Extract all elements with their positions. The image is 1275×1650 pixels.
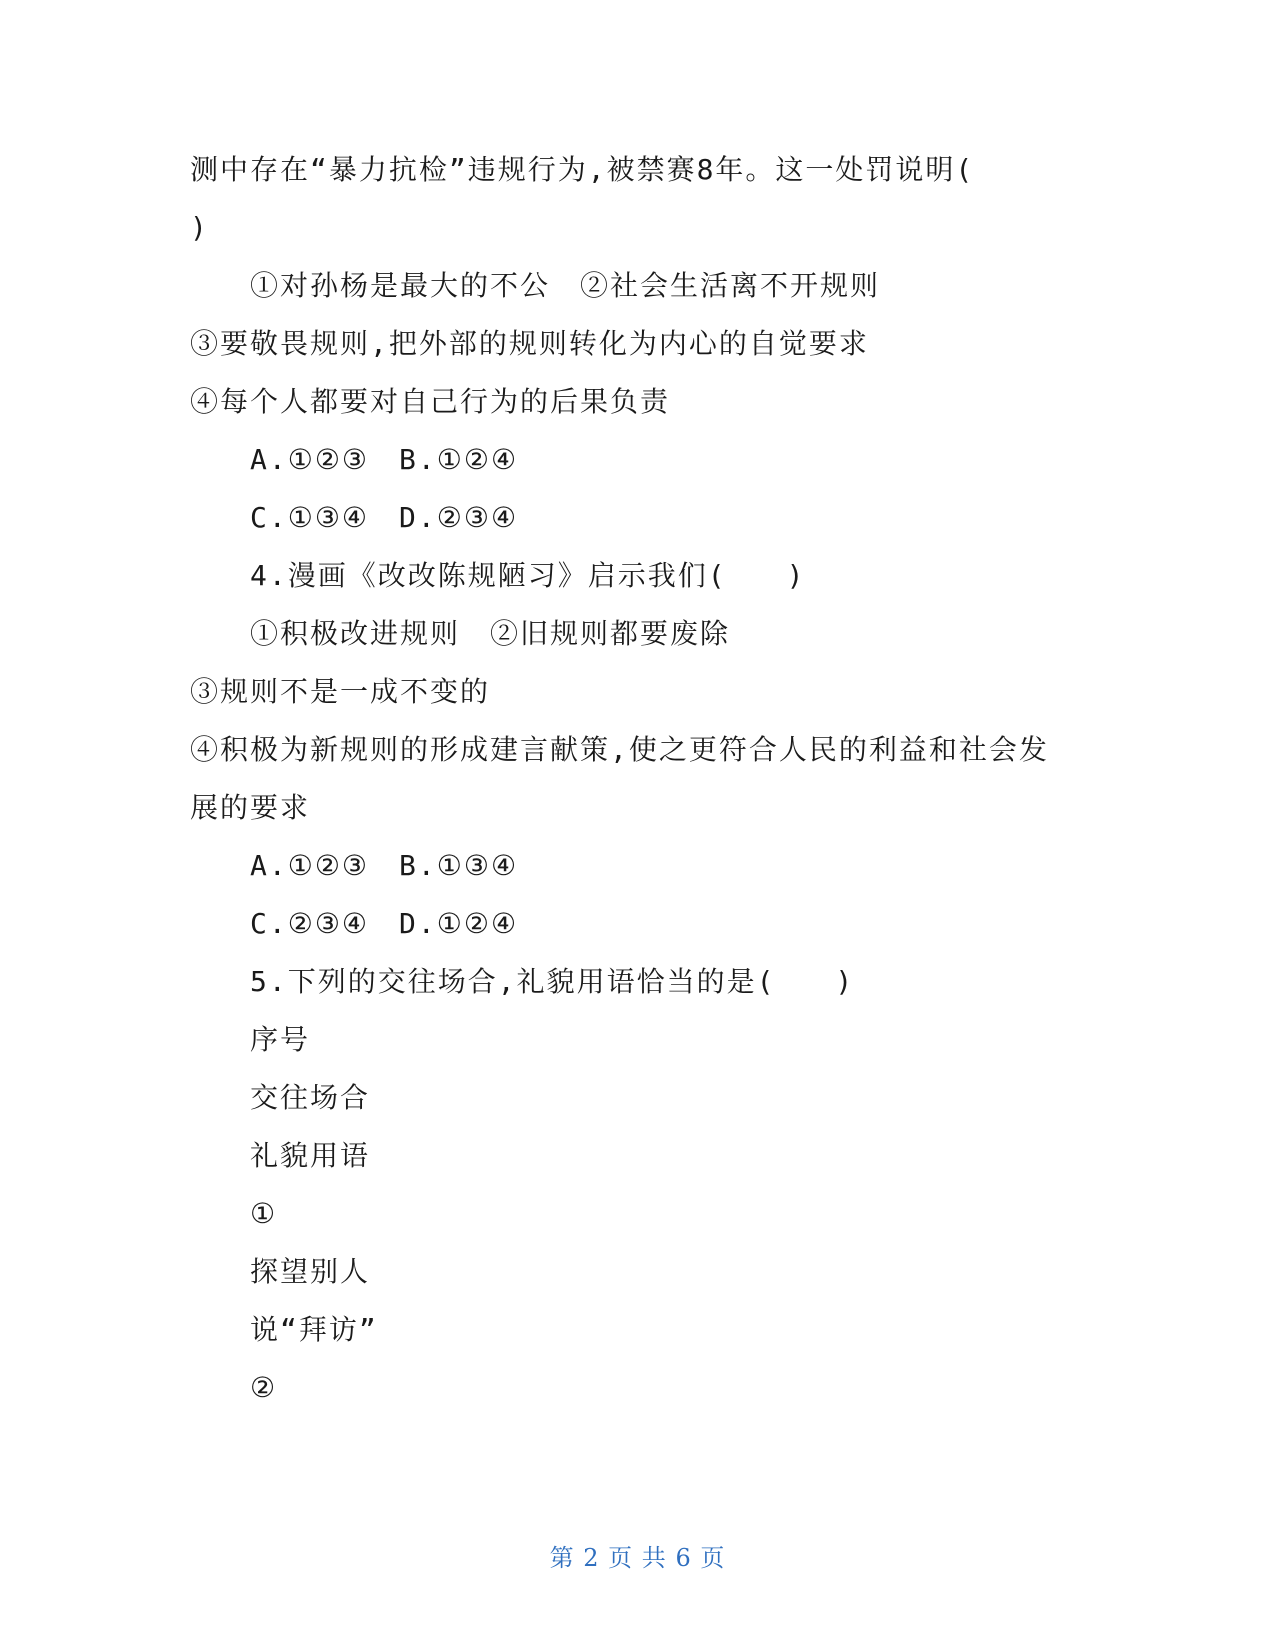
text-line: 展的要求 xyxy=(190,791,311,824)
text-line: ④每个人都要对自己行为的后果负责 xyxy=(190,385,671,418)
table-cell: 说“拜访” xyxy=(250,1313,378,1346)
text-line: ④积极为新规则的形成建言献策,使之更符合人民的利益和社会发 xyxy=(190,733,1049,766)
page-footer: 第 2 页 共 6 页 xyxy=(549,1544,726,1572)
option-line: C.②③④ D.①②④ xyxy=(250,907,519,940)
option-line: A.①②③ B.①②④ xyxy=(250,443,519,476)
table-cell: 交往场合 xyxy=(250,1081,371,1114)
text-line: 测中存在“暴力抗检”违规行为,被禁赛8年。这一处罚说明( xyxy=(190,153,975,186)
question-line: 4.漫画《改改陈规陋习》启示我们( ) xyxy=(250,559,806,592)
question-line: 5.下列的交往场合,礼貌用语恰当的是( ) xyxy=(250,965,855,998)
table-cell: 探望别人 xyxy=(250,1255,371,1288)
text-line: ) xyxy=(190,211,209,244)
text-line: ③规则不是一成不变的 xyxy=(190,675,491,708)
option-line: A.①②③ B.①③④ xyxy=(250,849,519,882)
table-cell: ② xyxy=(250,1371,278,1404)
text-line: ①积极改进规则 ②旧规则都要废除 xyxy=(250,617,731,650)
text-line: ①对孙杨是最大的不公 ②社会生活离不开规则 xyxy=(250,269,881,302)
table-cell: ① xyxy=(250,1197,278,1230)
table-cell: 序号 xyxy=(250,1023,311,1056)
table-cell: 礼貌用语 xyxy=(250,1139,371,1172)
option-line: C.①③④ D.②③④ xyxy=(250,501,519,534)
text-line: ③要敬畏规则,把外部的规则转化为内心的自觉要求 xyxy=(190,327,869,360)
